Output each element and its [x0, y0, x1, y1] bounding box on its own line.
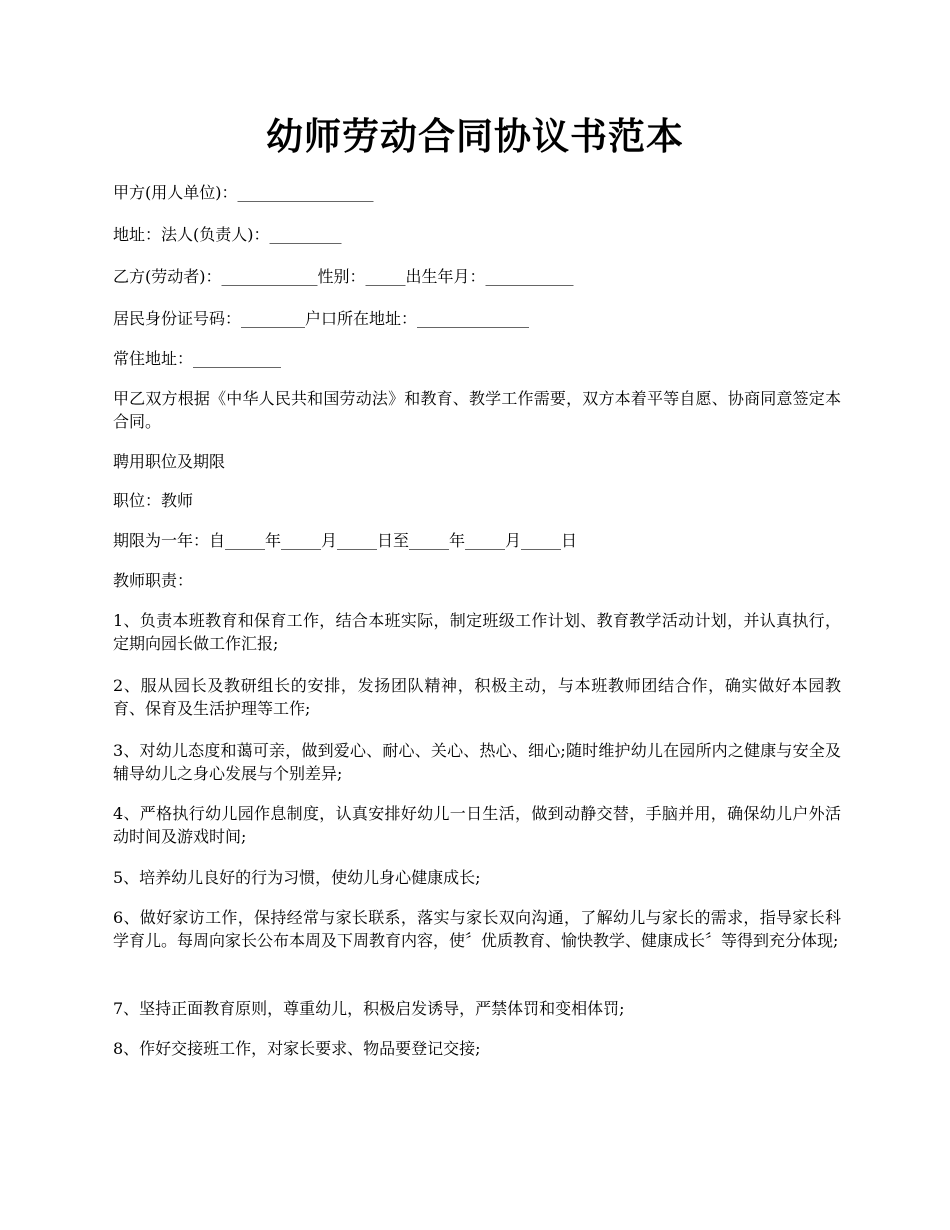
duty-item: 5、培养幼儿良好的行为习惯，使幼儿身心健康成长; — [113, 868, 481, 887]
party-a-field: 甲方(用人单位)：_________________ — [113, 183, 374, 202]
document-title: 幼师劳动合同协议书范本 — [266, 114, 684, 158]
residence-field: 常住地址：___________ — [113, 349, 282, 368]
duty-item: 7、坚持正面教育原则，尊重幼儿，积极启发诱导，严禁体罚和变相体罚; — [113, 999, 625, 1018]
intro-paragraph: 甲乙双方根据《中华人民共和国劳动法》和教育、教学工作需要，双方本着平等自愿、协商同意签定本合同。 — [113, 389, 841, 431]
duty-item: 6、做好家访工作，保持经常与家长联系，落实与家长双向沟通，了解幼儿与家长的需求，指导家长科学育儿。每周向家长公布本周及下周教育内容，使〞优质教育、愉快教学、健康成长〞等得到充分体现; — [113, 908, 841, 950]
duties-heading: 教师职责： — [113, 571, 194, 590]
position-line: 职位：教师 — [113, 491, 194, 510]
address-legal-rep-field: 地址：法人(负责人)：_________ — [113, 225, 342, 244]
term-line: 期限为一年：自_____年_____月_____日至_____年_____月_____日 — [113, 531, 578, 550]
duty-item: 2、服从园长及教研组长的安排，发扬团队精神，积极主动，与本班教师团结合作，确实做好本园教育、保育及生活护理等工作; — [113, 676, 841, 718]
party-b-field: 乙方(劳动者)：____________性别：_____出生年月：___________ — [113, 267, 574, 286]
duty-item: 4、严格执行幼儿园作息制度，认真安排好幼儿一日生活，做到动静交替，手脑并用，确保幼儿户外活动时间及游戏时间; — [113, 804, 841, 846]
section-heading: 聘用职位及期限 — [113, 452, 226, 471]
duty-item: 1、负责本班教育和保育工作，结合本班实际，制定班级工作计划、教育教学活动计划，并认真执行，定期向园长做工作汇报; — [113, 611, 841, 653]
id-hukou-field: 居民身份证号码：________户口所在地址：______________ — [113, 309, 530, 328]
duty-item: 8、作好交接班工作，对家长要求、物品要登记交接; — [113, 1039, 481, 1058]
duty-item: 3、对幼儿态度和蔼可亲，做到爱心、耐心、关心、热心、细心;随时维护幼儿在园所内之健康与安全及辅导幼儿之身心发展与个别差异; — [113, 741, 841, 783]
